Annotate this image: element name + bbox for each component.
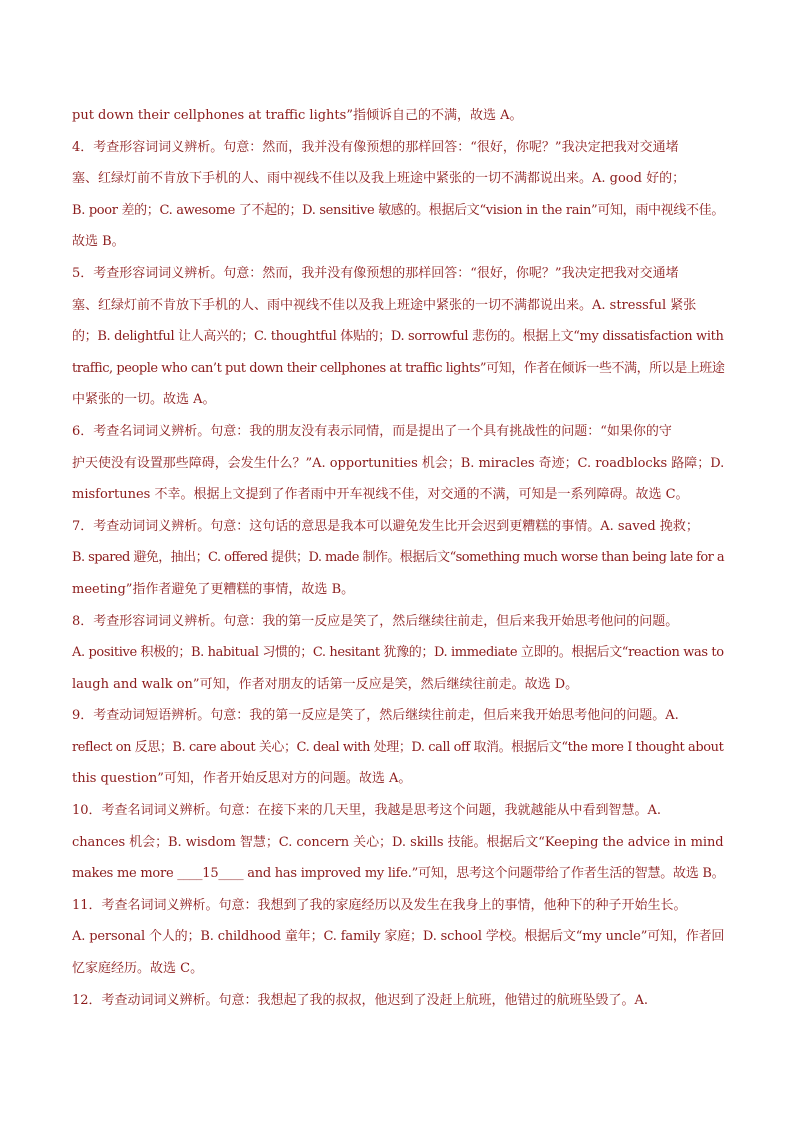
text-line: 8．考查形容词词义辨析。句意：我的第一反应是笑了，然后继续往前走，但后来我开始思考他问的问题。 [72,613,679,629]
answer-explanations [72,100,724,1016]
explanation-item [72,132,724,258]
text-line: A. personal 个人的；B. childhood 童年；C. family 家庭；D. school 学校。根据后文“my uncle”可知，作者回 [72,929,725,945]
explanation-item [72,511,724,606]
text-line: 6．考查名词词义辨析。句意：我的朋友没有表示同情，而是提出了一个具有挑战性的问题：“如果你的守 [72,423,672,439]
text-line: B. spared 避免，抽出；C. offered 提供；D. made 制作。根据后文“something much worse than being late for a [72,550,725,566]
text-line: 故选 B。 [72,234,125,250]
text-line: traffic, people who can’t put down their cellphones at traffic lights”可知，作者在倾诉一些不满，所以是上班途 [72,360,725,376]
text-line: meeting”指作者避免了更糟糕的事情，故选 B。 [72,581,355,597]
text-line: 12．考查动词词义辨析。句意：我想起了我的叔叔，他迟到了没赶上航班，他错过的航班坠毁了。A. [72,992,649,1008]
text-line: 塞、红绿灯前不肯放下手机的人、雨中视线不佳以及我上班途中紧张的一切不满都说出来。A. stressful 紧张 [72,297,697,313]
text-line: this question”可知，作者开始反思对方的问题。故选 A。 [72,771,412,787]
explanation-item [72,795,724,890]
text-line: put down their cellphones at traffic lights”指倾诉自己的不满，故选 A。 [72,108,523,123]
explanation-item [72,606,724,701]
text-line: reflect on 反思；B. care about 关心；C. deal with 处理；D. call off 取消。根据后文“the more I thought about [72,739,724,755]
explanation-item [72,258,724,416]
text-line: A. positive 积极的；B. habitual 习惯的；C. hesitant 犹豫的；D. immediate 立即的。根据后文“reaction was to [72,645,724,661]
text-line: 塞、红绿灯前不肯放下手机的人、雨中视线不佳以及我上班途中紧张的一切不满都说出来。A. good 好的； [72,171,686,187]
text-line: makes me more ____15____ and has improved my life.”可知，思考这个问题带给了作者生活的智慧。故选 B。 [72,866,725,882]
explanation-item [72,890,724,985]
explanation-item [72,985,724,1017]
text-line: 忆家庭经历。故选 C。 [72,961,204,977]
text-line: laugh and walk on”可知，作者对朋友的话第一反应是笑，然后继续往前走。故选 D。 [72,676,579,692]
text-line: 4．考查形容词词义辨析。句意：然而，我并没有像预想的那样回答：“很好，你呢？”我决定把我对交通堵 [72,139,679,155]
text-line: 5．考查形容词词义辨析。句意：然而，我并没有像预想的那样回答：“很好，你呢？”我决定把我对交通堵 [72,265,679,281]
continued-explanation [72,100,724,132]
text-line: 11．考查名词词义辨析。句意：我想到了我的家庭经历以及发生在我身上的事情，他种下的种子开始生长。 [72,897,687,913]
explanation-item [72,416,724,511]
text-line: 护天使没有设置那些障碍，会发生什么？”A. opportunities 机会；B. miracles 奇迹；C. roadblocks 路障；D. [72,455,725,471]
text-line: B. poor 差的；C. awesome 了不起的；D. sensitive 敏感的。根据后文“vision in the rain”可知，雨中视线不佳。 [72,202,724,218]
text-line: 10．考查名词词义辨析。句意：在接下来的几天里，我越是思考这个问题，我就越能从中看到智慧。A. [72,803,662,819]
text-line: 7．考查动词词义辨析。句意：这句话的意思是我本可以避免发生比开会迟到更糟糕的事情。A. saved 挽救； [72,518,699,534]
text-line: misfortunes 不幸。根据上文提到了作者雨中开车视线不佳，对交通的不满，可知是一系列障碍。故选 C。 [72,487,689,503]
text-line: 中紧张的一切。故选 A。 [72,392,216,408]
explanation-item [72,700,724,795]
text-line: 的；B. delightful 让人高兴的；C. thoughtful 体贴的；D. sorrowful 悲伤的。根据上文“my dissatisfaction with [72,329,724,345]
text-line: chances 机会；B. wisdom 智慧；C. concern 关心；D. skills 技能。根据后文“Keeping the advice in mind [72,834,724,850]
text-line: 9．考查动词短语辨析。句意：我的第一反应是笑了，然后继续往前走，但后来我开始思考他问的问题。A. [72,708,679,724]
